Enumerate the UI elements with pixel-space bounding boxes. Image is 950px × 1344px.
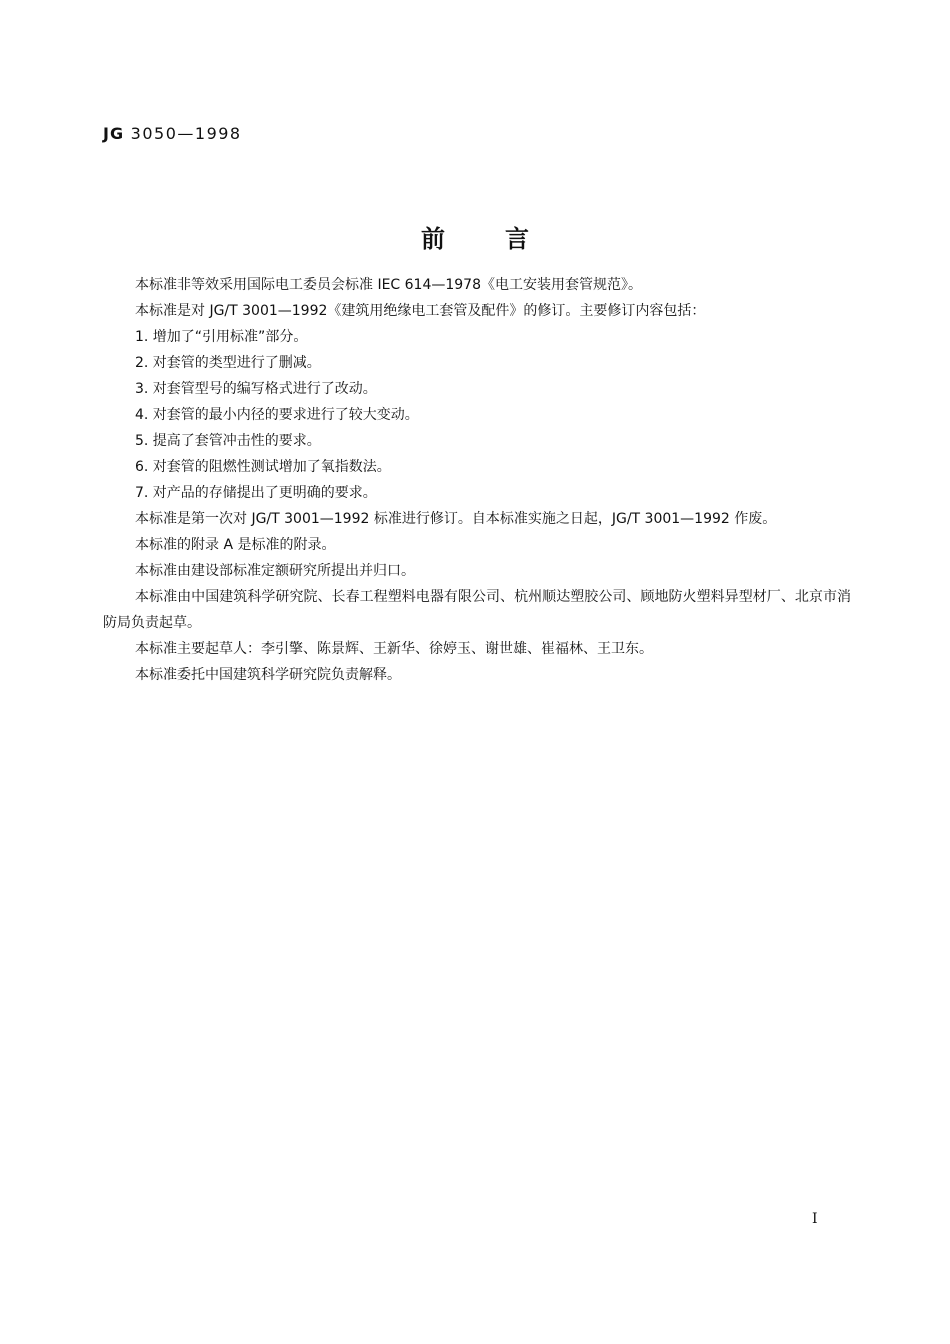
standard-code	[103, 124, 242, 143]
paragraph-adoption: 本标准非等效采用国际电工委员会标准 IEC 614—1978《电工安装用套管规范》。	[135, 277, 642, 293]
page-number: I	[812, 1211, 818, 1227]
paragraph-supersession: 本标准是第一次对 JG/T 3001—1992 标准进行修订。自本标准实施之日起，JG/T 3001—1992 作废。	[135, 511, 777, 527]
revision-item: 3. 对套管型号的编写格式进行了改动。	[135, 381, 377, 397]
standard-number: 3050—1998	[130, 124, 242, 143]
paragraph-drafters: 本标准主要起草人：李引擎、陈景辉、王新华、徐婷玉、谢世雄、崔福林、王卫东。	[135, 641, 653, 657]
revision-item: 5. 提高了套管冲击性的要求。	[135, 433, 321, 449]
standard-prefix: JG	[103, 124, 125, 143]
revision-item: 6. 对套管的阻燃性测试增加了氧指数法。	[135, 459, 391, 475]
paragraph-annex: 本标准的附录 A 是标准的附录。	[135, 537, 336, 553]
page-title: 前言	[421, 225, 589, 253]
foreword-body	[103, 272, 851, 688]
paragraph-drafting-units: 本标准由中国建筑科学研究院、长春工程塑料电器有限公司、杭州顺达塑胶公司、顾地防火塑料异型材厂、北京市消防局负责起草。	[103, 589, 851, 631]
revision-item: 4. 对套管的最小内径的要求进行了较大变动。	[135, 407, 419, 423]
revision-item: 1. 增加了“引用标准”部分。	[135, 329, 308, 345]
paragraph-interpretation: 本标准委托中国建筑科学研究院负责解释。	[135, 667, 401, 683]
paragraph-proposer: 本标准由建设部标准定额研究所提出并归口。	[135, 563, 415, 579]
revision-item: 2. 对套管的类型进行了删减。	[135, 355, 321, 371]
revision-item: 7. 对产品的存储提出了更明确的要求。	[135, 485, 377, 501]
paragraph-revision-intro: 本标准是对 JG/T 3001—1992《建筑用绝缘电工套管及配件》的修订。主要修订内容包括：	[135, 303, 706, 319]
